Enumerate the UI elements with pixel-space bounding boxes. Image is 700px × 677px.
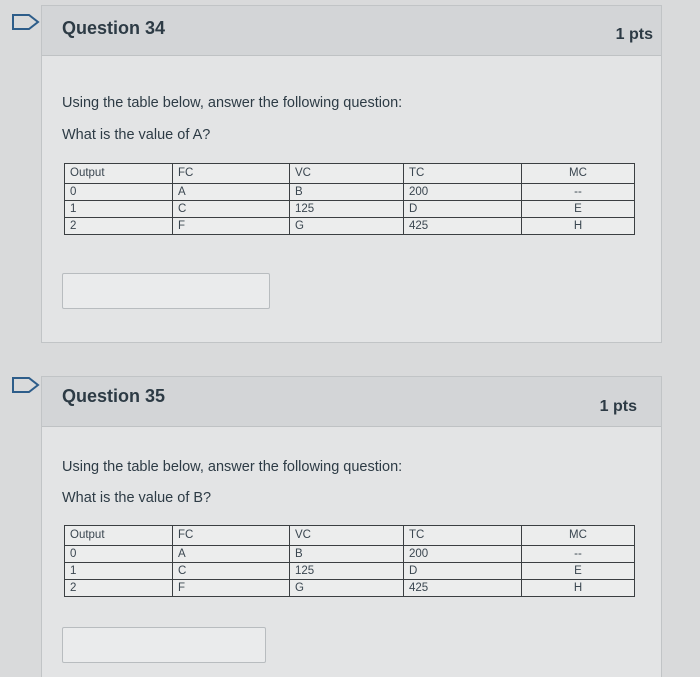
table-cell: H bbox=[522, 218, 635, 235]
question-header bbox=[42, 377, 661, 427]
question-instruction: Using the table below, answer the following question: bbox=[62, 95, 403, 111]
table-header-cell: TC bbox=[404, 164, 522, 184]
question-points: 1 pts bbox=[615, 26, 653, 43]
question-title: Question 35 bbox=[62, 386, 166, 406]
table-cell: 125 bbox=[290, 201, 404, 218]
question-prompt: What is the value of A? bbox=[62, 127, 211, 143]
table-cell: E bbox=[522, 563, 635, 580]
table-cell: A bbox=[173, 546, 290, 563]
table-cell: D bbox=[404, 201, 522, 218]
table-header-cell: Output bbox=[65, 164, 173, 184]
table-cell: 1 bbox=[65, 201, 173, 218]
table-row bbox=[65, 563, 635, 580]
flag-question-icon[interactable] bbox=[12, 377, 40, 393]
table-header-cell: VC bbox=[290, 526, 404, 546]
table-cell: C bbox=[173, 201, 290, 218]
table-header-cell: MC bbox=[522, 526, 635, 546]
table-header-cell: FC bbox=[173, 526, 290, 546]
table-cell: H bbox=[522, 580, 635, 597]
table-header-cell: VC bbox=[290, 164, 404, 184]
table-cell: B bbox=[290, 546, 404, 563]
table-cell: 2 bbox=[65, 580, 173, 597]
table-cell: A bbox=[173, 184, 290, 201]
question-prompt: What is the value of B? bbox=[62, 490, 212, 506]
table-header-cell: Output bbox=[65, 526, 173, 546]
table-cell: F bbox=[173, 218, 290, 235]
table-cell: F bbox=[173, 580, 290, 597]
table-header-cell: TC bbox=[404, 526, 522, 546]
table-cell: 200 bbox=[404, 546, 522, 563]
question-instruction: Using the table below, answer the following question: bbox=[62, 459, 403, 475]
table-cell: G bbox=[290, 580, 404, 597]
table-cell: 125 bbox=[290, 563, 404, 580]
table-cell: D bbox=[404, 563, 522, 580]
table-row bbox=[65, 580, 635, 597]
table-cell: 425 bbox=[404, 580, 522, 597]
cost-table bbox=[64, 163, 635, 235]
table-cell: -- bbox=[522, 546, 635, 563]
table-header-cell: MC bbox=[522, 164, 635, 184]
table-row bbox=[65, 201, 635, 218]
table-row bbox=[65, 546, 635, 563]
answer-input[interactable] bbox=[62, 627, 266, 663]
table-cell: 2 bbox=[65, 218, 173, 235]
question-35 bbox=[41, 376, 662, 677]
table-cell: 1 bbox=[65, 563, 173, 580]
table-cell: 0 bbox=[65, 184, 173, 201]
table-cell: 425 bbox=[404, 218, 522, 235]
table-header-row bbox=[65, 164, 635, 184]
table-row bbox=[65, 218, 635, 235]
table-cell: B bbox=[290, 184, 404, 201]
question-points: 1 pts bbox=[599, 398, 637, 415]
cost-table bbox=[64, 525, 635, 597]
answer-input[interactable] bbox=[62, 273, 270, 309]
table-cell: -- bbox=[522, 184, 635, 201]
table-cell: C bbox=[173, 563, 290, 580]
table-cell: 0 bbox=[65, 546, 173, 563]
question-header bbox=[42, 6, 661, 56]
question-34 bbox=[41, 5, 662, 343]
flag-question-icon[interactable] bbox=[12, 14, 40, 30]
question-title: Question 34 bbox=[62, 18, 166, 38]
table-row bbox=[65, 184, 635, 201]
table-cell: E bbox=[522, 201, 635, 218]
table-header-cell: FC bbox=[173, 164, 290, 184]
table-header-row bbox=[65, 526, 635, 546]
table-cell: G bbox=[290, 218, 404, 235]
table-cell: 200 bbox=[404, 184, 522, 201]
